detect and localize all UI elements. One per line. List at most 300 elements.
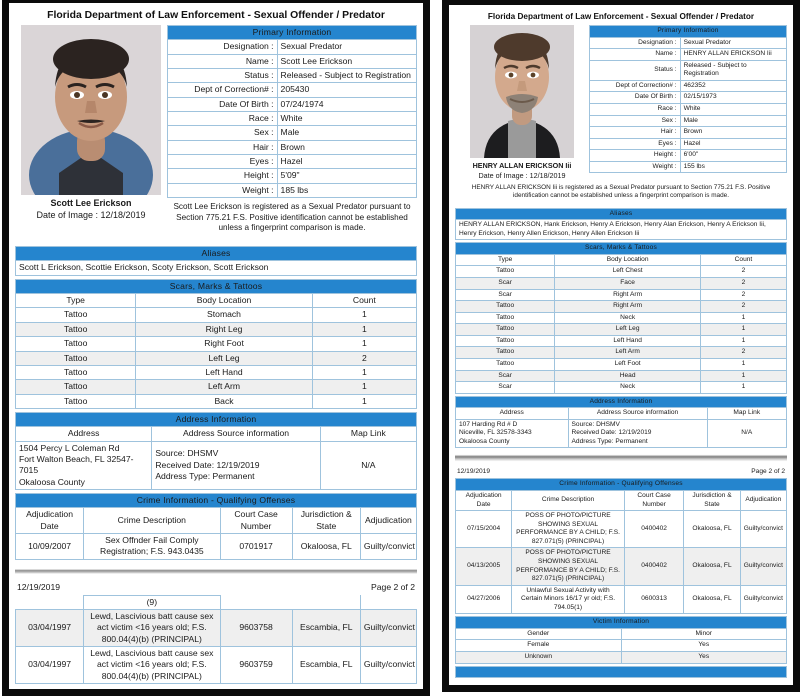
crime-row bbox=[456, 548, 787, 585]
smt-cell-type: Tattoo bbox=[16, 380, 136, 394]
table-row bbox=[16, 322, 417, 336]
crime-page2-group-header-row bbox=[16, 595, 417, 609]
value-height: 5'09" bbox=[277, 169, 416, 183]
address-cell: 107 Harding Rd # D Niceville, FL 32578-3343 Okaloosa County bbox=[456, 419, 569, 448]
aliases-value: Scott L Erickson, Scottie Erickson, Scoty Erickson, Scott Erickson bbox=[16, 261, 417, 275]
victim-column-headers-right bbox=[456, 628, 787, 640]
field-row-sex-right bbox=[590, 115, 787, 127]
address-row bbox=[456, 419, 787, 448]
smt-cell-count: 1 bbox=[312, 308, 416, 322]
table-row bbox=[456, 347, 787, 359]
crime-cell-adjudication: Guilty/convict bbox=[360, 533, 416, 559]
table-row bbox=[456, 289, 787, 301]
crime-cell-jurisdiction[interactable]: Okaloosa, FL bbox=[684, 511, 740, 548]
table-row bbox=[456, 278, 787, 290]
crime-cell-jurisdiction[interactable]: Okaloosa, FL bbox=[684, 585, 740, 614]
value-race: White bbox=[277, 112, 416, 126]
page-break-divider-right bbox=[455, 452, 787, 464]
mugshot-image bbox=[21, 25, 161, 195]
crime-cell-date: 07/15/2004 bbox=[456, 511, 512, 548]
smt-cell-location: Left Chest bbox=[555, 266, 701, 278]
address-col-address: Address bbox=[16, 427, 152, 441]
label-height: Height : bbox=[168, 169, 278, 183]
table-row bbox=[16, 380, 417, 394]
smt-cell-count: 2 bbox=[700, 347, 786, 359]
field-row-weight bbox=[168, 183, 417, 197]
smt-cell-count: 1 bbox=[700, 370, 786, 382]
smt-cell-type: Tattoo bbox=[456, 347, 555, 359]
crime-cell-description: Sex Offnder Fail Comply Registration; F.S. 943.0435 bbox=[84, 533, 220, 559]
section-title-primary-right: Primary Information bbox=[590, 26, 787, 38]
field-row-hair-right bbox=[590, 127, 787, 139]
map-link-cell: N/A bbox=[320, 441, 416, 489]
crime-col-case-right: Court Case Number bbox=[624, 491, 684, 511]
address-source-cell: Source: DHSMV Received Date: 12/19/2019 Address Type: Permanent bbox=[568, 419, 707, 448]
smt-cell-type: Tattoo bbox=[456, 324, 555, 336]
label-height-right: Height : bbox=[590, 150, 681, 162]
section-title-crime-right: Crime Information - Qualifying Offenses bbox=[456, 479, 787, 491]
address-source-cell: Source: DHSMV Received Date: 12/19/2019 Address Type: Permanent bbox=[152, 441, 320, 489]
crime-cell-date: 10/09/2007 bbox=[16, 533, 84, 559]
table-row bbox=[456, 382, 787, 394]
smt-cell-count: 1 bbox=[700, 335, 786, 347]
victim-row bbox=[456, 640, 787, 652]
smt-cell-location: Neck bbox=[555, 312, 701, 324]
address-cell: 1504 Percy L Coleman Rd Fort Walton Beach, FL 32547-7015 Okaloosa County bbox=[16, 441, 152, 489]
address-col-map-right: Map Link bbox=[707, 408, 786, 420]
table-row bbox=[16, 394, 417, 408]
smt-cell-type: Tattoo bbox=[16, 322, 136, 336]
document-panel-right bbox=[442, 0, 800, 692]
smt-header-right bbox=[456, 243, 787, 255]
primary-information-header-right bbox=[590, 26, 787, 38]
address-body bbox=[16, 441, 417, 489]
document-panel-left bbox=[2, 0, 430, 696]
primary-info-column-right bbox=[589, 25, 787, 173]
smt-cell-count: 1 bbox=[700, 358, 786, 370]
primary-top-block bbox=[15, 25, 417, 234]
field-row-weight-right bbox=[590, 161, 787, 173]
table-row bbox=[456, 312, 787, 324]
table-row bbox=[456, 335, 787, 347]
smt-column-headers bbox=[16, 294, 417, 308]
value-designation: Sexual Predator bbox=[277, 40, 416, 54]
page-title-right: Florida Department of Law Enforcement - Sexual Offender / Predator bbox=[487, 12, 755, 21]
crime-cell-case-number: 0400402 bbox=[624, 511, 684, 548]
offender-mugshot bbox=[21, 25, 161, 195]
label-status-right: Status : bbox=[590, 60, 681, 80]
table-row bbox=[456, 370, 787, 382]
crime-cell-jurisdiction[interactable]: Okaloosa, FL bbox=[684, 548, 740, 585]
crime-cell-case-number: 9603759 bbox=[220, 647, 292, 684]
label-hair-right: Hair : bbox=[590, 127, 681, 139]
aliases-header bbox=[16, 247, 417, 261]
field-row-status-right bbox=[590, 60, 787, 80]
smt-cell-location: Right Arm bbox=[555, 289, 701, 301]
victim-cell-minor: Yes bbox=[621, 652, 787, 664]
section-title-victim-right: Victim Information bbox=[456, 617, 787, 629]
table-row bbox=[16, 351, 417, 365]
crime-cell-date: 04/27/2006 bbox=[456, 585, 512, 614]
value-designation-right: Sexual Predator bbox=[680, 37, 786, 49]
crime-cell-description: POSS OF PHOTO/PICTURE SHOWING SEXUAL PERFORMANCE BY A CHILD; F.S. 827.071(5) (PRINCIPAL) bbox=[512, 548, 625, 585]
crime-col-description: Crime Description bbox=[84, 508, 220, 534]
field-row-sex bbox=[168, 126, 417, 140]
address-col-source: Address Source information bbox=[152, 427, 320, 441]
table-row bbox=[456, 324, 787, 336]
victim-col-gender: Gender bbox=[456, 628, 622, 640]
smt-cell-type: Tattoo bbox=[16, 365, 136, 379]
victim-col-minor: Minor bbox=[621, 628, 787, 640]
value-status: Released - Subject to Registration bbox=[277, 69, 416, 83]
primary-information-header bbox=[168, 26, 417, 40]
photo-caption: Scott Lee Erickson bbox=[50, 198, 132, 208]
table-row bbox=[16, 337, 417, 351]
crime-header bbox=[16, 493, 417, 507]
label-status: Status : bbox=[168, 69, 278, 83]
photo-caption-right: HENRY ALLAN ERICKSON Iii bbox=[472, 161, 572, 170]
smt-column-headers-right bbox=[456, 254, 787, 266]
smt-cell-count: 1 bbox=[700, 324, 786, 336]
field-row-height bbox=[168, 169, 417, 183]
address-column-headers-right bbox=[456, 408, 787, 420]
value-dob-right: 02/15/1973 bbox=[680, 92, 786, 104]
photo-date-right: Date of Image : 12/18/2019 bbox=[478, 171, 566, 180]
value-dob: 07/24/1974 bbox=[277, 97, 416, 111]
section-title-address-right: Address Information bbox=[456, 396, 787, 408]
smt-cell-location: Stomach bbox=[136, 308, 312, 322]
map-link-cell: N/A bbox=[707, 419, 786, 448]
page2-meta bbox=[15, 576, 417, 595]
address-col-address-right: Address bbox=[456, 408, 569, 420]
smt-body bbox=[16, 308, 417, 408]
smt-cell-count: 1 bbox=[312, 322, 416, 336]
crime-col-adjudication-right: Adjudication bbox=[740, 491, 786, 511]
crime-col-description-right: Crime Description bbox=[512, 491, 625, 511]
label-weight-right: Weight : bbox=[590, 161, 681, 173]
field-row-doc-right bbox=[590, 80, 787, 92]
smt-cell-type: Tattoo bbox=[456, 335, 555, 347]
crime-table-right bbox=[455, 478, 787, 614]
smt-header bbox=[16, 279, 417, 293]
smt-col-type-right: Type bbox=[456, 254, 555, 266]
label-race-right: Race : bbox=[590, 103, 681, 115]
smt-cell-location: Head bbox=[555, 370, 701, 382]
photo-date: Date of Image : 12/18/2019 bbox=[36, 210, 146, 221]
crime-row bbox=[16, 610, 417, 647]
smt-cell-count: 2 bbox=[700, 301, 786, 313]
smt-col-type: Type bbox=[16, 294, 136, 308]
smt-cell-location: Left Arm bbox=[136, 380, 312, 394]
page-title: Florida Department of Law Enforcement - Sexual Offender / Predator bbox=[47, 10, 385, 21]
address-table-right bbox=[455, 396, 787, 449]
crime-cell-case-number: 0400402 bbox=[624, 548, 684, 585]
value-weight: 185 lbs bbox=[277, 183, 416, 197]
field-row-eyes bbox=[168, 155, 417, 169]
smt-cell-count: 2 bbox=[312, 351, 416, 365]
smt-cell-count: 2 bbox=[700, 266, 786, 278]
smt-cell-location: Left Hand bbox=[555, 335, 701, 347]
value-doc-right: 462352 bbox=[680, 80, 786, 92]
smt-table bbox=[15, 279, 417, 409]
field-row-race bbox=[168, 112, 417, 126]
value-height-right: 6'00" bbox=[680, 150, 786, 162]
value-eyes: Hazel bbox=[277, 155, 416, 169]
crime-cell-jurisdiction[interactable]: Escambia, FL bbox=[292, 647, 360, 684]
offender-mugshot-right bbox=[470, 25, 574, 158]
crime-col-jurisdiction-right: Jurisdiction & State bbox=[684, 491, 740, 511]
smt-col-location: Body Location bbox=[136, 294, 312, 308]
label-dob-right: Date Of Birth : bbox=[590, 92, 681, 104]
aliases-header-right bbox=[456, 208, 787, 220]
table-row bbox=[16, 365, 417, 379]
page2-meta-right bbox=[455, 464, 787, 478]
crime-column-headers bbox=[16, 508, 417, 534]
value-doc: 205430 bbox=[277, 83, 416, 97]
crime-cell-adjudication: Guilty/convict bbox=[360, 647, 416, 684]
smt-cell-type: Tattoo bbox=[16, 351, 136, 365]
crime-row bbox=[16, 533, 417, 559]
smt-cell-type: Scar bbox=[456, 382, 555, 394]
label-race: Race : bbox=[168, 112, 278, 126]
crime-header-right bbox=[456, 479, 787, 491]
smt-cell-location: Face bbox=[555, 278, 701, 290]
smt-cell-type: Tattoo bbox=[16, 308, 136, 322]
section-title-smt-right: Scars, Marks & Tattoos bbox=[456, 243, 787, 255]
label-weight: Weight : bbox=[168, 183, 278, 197]
crime-col-date: Adjudication Date bbox=[16, 508, 84, 534]
crime-cell-date: 03/04/1997 bbox=[16, 610, 84, 647]
aliases-row bbox=[16, 261, 417, 275]
label-doc-right: Dept of Correction# : bbox=[590, 80, 681, 92]
value-race-right: White bbox=[680, 103, 786, 115]
victim-cell-gender: Unknown bbox=[456, 652, 622, 664]
field-row-dob bbox=[168, 97, 417, 111]
smt-cell-type: Scar bbox=[456, 289, 555, 301]
label-sex: Sex : bbox=[168, 126, 278, 140]
section-title-aliases-right: Aliases bbox=[456, 208, 787, 220]
field-row-status bbox=[168, 69, 417, 83]
section-title-address: Address Information bbox=[16, 412, 417, 426]
section-title-primary: Primary Information bbox=[168, 26, 417, 40]
label-doc: Dept of Correction# : bbox=[168, 83, 278, 97]
aliases-table bbox=[15, 246, 417, 276]
crime-page2-body bbox=[16, 610, 417, 684]
crime-row bbox=[456, 511, 787, 548]
crime-page2-group-header: (9) bbox=[84, 595, 220, 609]
smt-body-right bbox=[456, 266, 787, 393]
smt-table-right bbox=[455, 242, 787, 393]
crime-cell-date: 03/04/1997 bbox=[16, 647, 84, 684]
value-eyes-right: Hazel bbox=[680, 138, 786, 150]
page2-number: Page 2 of 2 bbox=[371, 581, 415, 592]
smt-cell-count: 1 bbox=[700, 382, 786, 394]
registration-legal-note-right: HENRY ALLAN ERICKSON Iii is registered as a Sexual Predator pursuant to Section 775.21 F.S. Positive identification cannot be established unless a fingerprint comparison is made. bbox=[471, 184, 771, 200]
section-title-aliases: Aliases bbox=[16, 247, 417, 261]
crime-cell-case-number: 0701917 bbox=[220, 533, 292, 559]
registration-legal-note: Scott Lee Erickson is registered as a Sexual Predator pursuant to Section 775.21 F.S. Positive identification cannot be established unless a fingerprint comparison is made. bbox=[173, 202, 411, 233]
page2-date-right: 12/19/2019 bbox=[457, 468, 491, 476]
photo-column-right bbox=[455, 25, 589, 180]
crime-table bbox=[15, 493, 417, 560]
document-page-left bbox=[9, 3, 423, 684]
table-row bbox=[456, 358, 787, 370]
smt-cell-count: 1 bbox=[700, 312, 786, 324]
crime-cell-adjudication: Guilty/convict bbox=[740, 511, 786, 548]
crime-col-adjudication: Adjudication bbox=[360, 508, 416, 534]
value-sex: Male bbox=[277, 126, 416, 140]
label-name-right: Name : bbox=[590, 49, 681, 61]
label-designation-right: Designation : bbox=[590, 37, 681, 49]
aliases-value-right: HENRY ALLAN ERICKSON, Hank Erickson, Henry A Erickson, Henry Alan Erickson, Henry A Erickson Iii, Henry Erickson, Henry Allen Erickson, Henry Allen Erickson Iii bbox=[456, 220, 787, 240]
crime-body-right bbox=[456, 511, 787, 614]
crime-cell-description: Lewd, Lascivious batt cause sex act victim <16 years old; F.S. 800.04(4)(b) (PRINCIPAL) bbox=[84, 610, 220, 647]
crime-col-jurisdiction: Jurisdiction & State bbox=[292, 508, 360, 534]
primary-information-table bbox=[167, 25, 417, 198]
smt-col-location-right: Body Location bbox=[555, 254, 701, 266]
field-row-name-right bbox=[590, 49, 787, 61]
smt-cell-count: 2 bbox=[700, 278, 786, 290]
smt-cell-location: Left Foot bbox=[555, 358, 701, 370]
field-row-eyes-right bbox=[590, 138, 787, 150]
crime-cell-case-number: 9603758 bbox=[220, 610, 292, 647]
address-column-headers bbox=[16, 427, 417, 441]
aliases-table-right bbox=[455, 208, 787, 241]
smt-cell-type: Tattoo bbox=[16, 394, 136, 408]
crime-col-case: Court Case Number bbox=[220, 508, 292, 534]
smt-cell-type: Tattoo bbox=[16, 337, 136, 351]
address-header bbox=[16, 412, 417, 426]
label-sex-right: Sex : bbox=[590, 115, 681, 127]
field-row-doc bbox=[168, 83, 417, 97]
victim-cell-gender: Female bbox=[456, 640, 622, 652]
smt-cell-location: Right Foot bbox=[136, 337, 312, 351]
crime-cell-adjudication: Guilty/convict bbox=[740, 585, 786, 614]
field-row-name bbox=[168, 54, 417, 68]
field-row-hair bbox=[168, 140, 417, 154]
crime-column-headers-right bbox=[456, 491, 787, 511]
smt-cell-location: Left Leg bbox=[555, 324, 701, 336]
crime-col-date-right: Adjudication Date bbox=[456, 491, 512, 511]
smt-cell-location: Back bbox=[136, 394, 312, 408]
smt-cell-count: 1 bbox=[312, 394, 416, 408]
page-break-divider bbox=[15, 566, 417, 576]
smt-cell-count: 1 bbox=[312, 365, 416, 379]
value-weight-right: 155 lbs bbox=[680, 161, 786, 173]
value-hair-right: Brown bbox=[680, 127, 786, 139]
table-row bbox=[456, 301, 787, 313]
smt-col-count-right: Count bbox=[700, 254, 786, 266]
document-page-right bbox=[449, 5, 793, 678]
value-hair: Brown bbox=[277, 140, 416, 154]
photo-column bbox=[15, 25, 167, 222]
smt-cell-count: 2 bbox=[700, 289, 786, 301]
next-section-title-right bbox=[456, 666, 787, 678]
aliases-row-right bbox=[456, 220, 787, 240]
smt-cell-type: Tattoo bbox=[456, 301, 555, 313]
victim-table-right bbox=[455, 616, 787, 663]
crime-cell-adjudication: Guilty/convict bbox=[360, 610, 416, 647]
smt-cell-type: Tattoo bbox=[456, 312, 555, 324]
crime-cell-adjudication: Guilty/convict bbox=[740, 548, 786, 585]
label-hair: Hair : bbox=[168, 140, 278, 154]
field-row-dob-right bbox=[590, 92, 787, 104]
value-status-right: Released - Subject to Registration bbox=[680, 60, 786, 80]
label-name: Name : bbox=[168, 54, 278, 68]
crime-cell-description: POSS OF PHOTO/PICTURE SHOWING SEXUAL PERFORMANCE BY A CHILD; F.S. 827.071(5) (PRINCIPAL) bbox=[512, 511, 625, 548]
crime-cell-case-number: 0600313 bbox=[624, 585, 684, 614]
label-eyes-right: Eyes : bbox=[590, 138, 681, 150]
address-header-right bbox=[456, 396, 787, 408]
label-designation: Designation : bbox=[168, 40, 278, 54]
value-name: Scott Lee Erickson bbox=[277, 54, 416, 68]
smt-cell-location: Left Arm bbox=[555, 347, 701, 359]
crime-cell-date: 04/13/2005 bbox=[456, 548, 512, 585]
smt-cell-location: Right Arm bbox=[555, 301, 701, 313]
value-sex-right: Male bbox=[680, 115, 786, 127]
table-row bbox=[456, 266, 787, 278]
smt-cell-location: Neck bbox=[555, 382, 701, 394]
address-body-right bbox=[456, 419, 787, 448]
field-row-height-right bbox=[590, 150, 787, 162]
smt-cell-location: Right Leg bbox=[136, 322, 312, 336]
crime-cell-jurisdiction[interactable]: Escambia, FL bbox=[292, 610, 360, 647]
next-section-header-right bbox=[456, 666, 787, 678]
primary-information-table-right bbox=[589, 25, 787, 173]
table-row bbox=[16, 308, 417, 322]
page2-number-right: Page 2 of 2 bbox=[751, 468, 785, 476]
primary-info-column bbox=[167, 25, 417, 234]
smt-cell-type: Tattoo bbox=[456, 266, 555, 278]
mugshot-image-right bbox=[470, 25, 574, 158]
field-row-designation bbox=[168, 40, 417, 54]
victim-row bbox=[456, 652, 787, 664]
label-eyes: Eyes : bbox=[168, 155, 278, 169]
section-title-smt: Scars, Marks & Tattoos bbox=[16, 279, 417, 293]
next-section-stub-right bbox=[455, 666, 787, 679]
value-name-right: HENRY ALLAN ERICKSON Iii bbox=[680, 49, 786, 61]
crime-cell-jurisdiction[interactable]: Okaloosa, FL bbox=[292, 533, 360, 559]
crime-cell-description: Unlawful Sexual Activity with Certain Minors 16/17 yr old; F.S. 794.05(1) bbox=[512, 585, 625, 614]
victim-cell-minor: Yes bbox=[621, 640, 787, 652]
smt-cell-type: Scar bbox=[456, 370, 555, 382]
address-col-source-right: Address Source information bbox=[568, 408, 707, 420]
crime-row bbox=[16, 647, 417, 684]
smt-cell-count: 1 bbox=[312, 380, 416, 394]
primary-top-block-right bbox=[455, 25, 787, 180]
crime-row bbox=[456, 585, 787, 614]
smt-cell-type: Tattoo bbox=[456, 358, 555, 370]
smt-cell-location: Left Leg bbox=[136, 351, 312, 365]
victim-body-right bbox=[456, 640, 787, 663]
smt-cell-type: Scar bbox=[456, 278, 555, 290]
victim-header-right bbox=[456, 617, 787, 629]
field-row-race-right bbox=[590, 103, 787, 115]
smt-col-count: Count bbox=[312, 294, 416, 308]
field-row-designation-right bbox=[590, 37, 787, 49]
smt-cell-location: Left Hand bbox=[136, 365, 312, 379]
smt-cell-count: 1 bbox=[312, 337, 416, 351]
page2-date: 12/19/2019 bbox=[17, 581, 61, 592]
crime-cell-description: Lewd, Lascivious batt cause sex act victim <16 years old; F.S. 800.04(4)(b) (PRINCIPAL) bbox=[84, 647, 220, 684]
label-dob: Date Of Birth : bbox=[168, 97, 278, 111]
address-col-map: Map Link bbox=[320, 427, 416, 441]
section-title-crime: Crime Information - Qualifying Offenses bbox=[16, 493, 417, 507]
crime-body bbox=[16, 533, 417, 559]
crime-table-page2 bbox=[15, 595, 417, 684]
address-table bbox=[15, 412, 417, 490]
address-row bbox=[16, 441, 417, 489]
